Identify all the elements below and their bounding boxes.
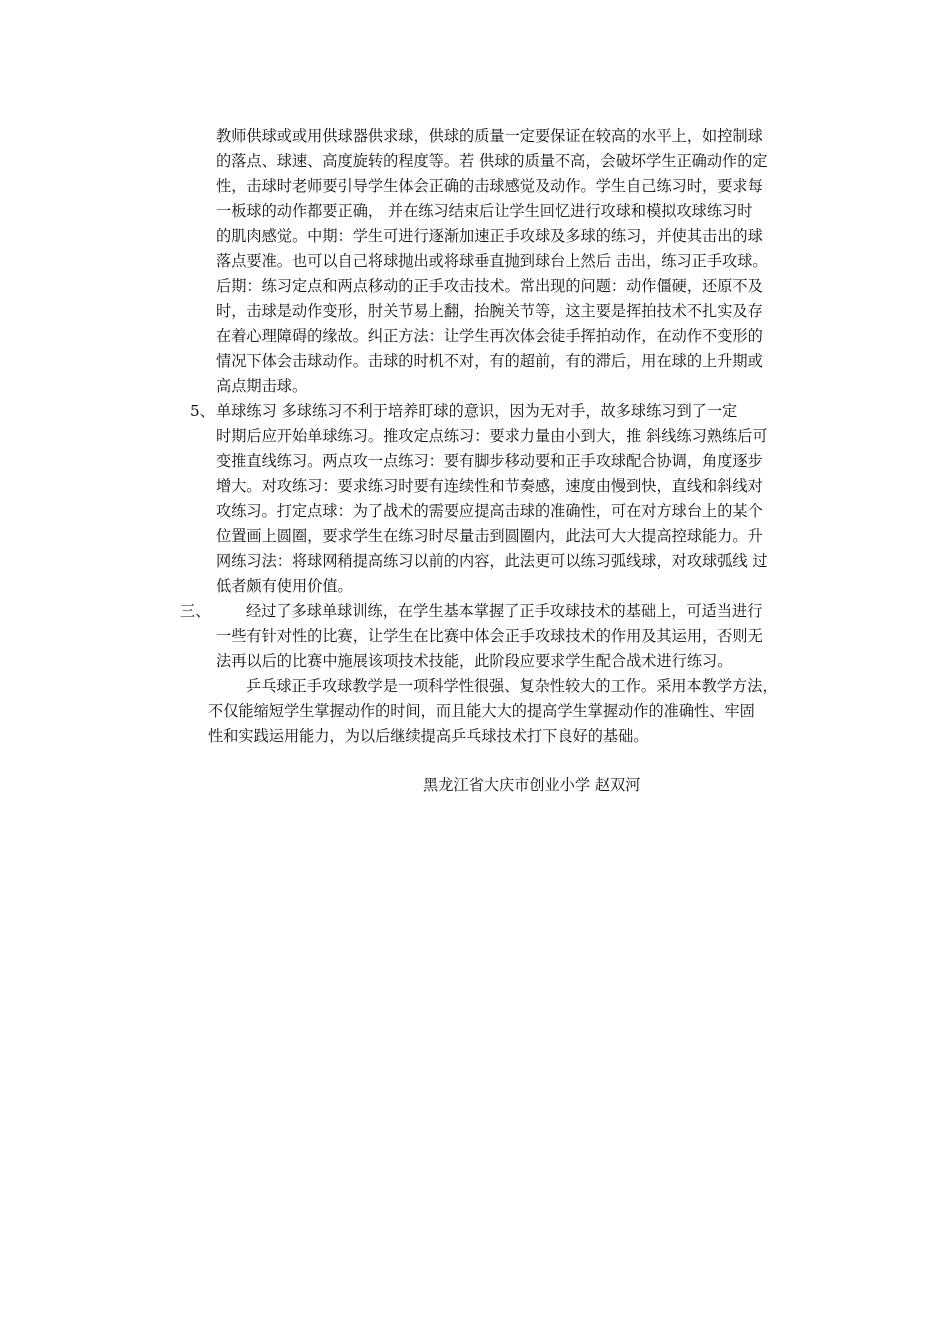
text-line: 单球练习 多球练习不利于培养盯球的意识，因为无对手，故多球练习到了一定 xyxy=(216,402,738,420)
text-line: 一板球的动作都要正确， 并在练习结束后让学生回忆进行攻球和模拟攻球练习时 xyxy=(216,202,753,220)
author-signature: 黑龙江省大庆市创业小学 赵双河 xyxy=(423,776,641,794)
text-line: 攻练习。打定点球：为了战术的需要应提高击球的准确性，可在对方球台上的某个 xyxy=(216,502,763,520)
text-line: 位置画上圆圈，要求学生在练习时尽量击到圆圈内，此法可大大提高控球能力。升 xyxy=(216,527,763,545)
text-line: 网练习法：将球网稍提高练习以前的内容，此法更可以练习弧线球，对攻球弧线 过 xyxy=(216,552,768,570)
text-line: 教师供球或或用供球器供求球，供球的质量一定要保证在较高的水平上，如控制球 xyxy=(216,127,763,145)
text-line: 低者颇有使用价值。 xyxy=(216,577,353,595)
text-line: 经过了多球单球训练，在学生基本掌握了正手攻球技术的基础上，可适当进行 xyxy=(246,602,763,620)
text-line: 后期：练习定点和两点移动的正手攻击技术。常出现的问题：动作僵硬，还原不及 xyxy=(216,277,763,295)
text-line: 性，击球时老师要引导学生体会正确的击球感觉及动作。学生自己练习时，要求每 xyxy=(216,177,763,195)
text-line: 一些有针对性的比赛，让学生在比赛中体会正手攻球技术的作用及其运用，否则无 xyxy=(216,627,763,645)
text-line: 变推直线练习。两点攻一点练习：要有脚步移动要和正手攻球配合协调，角度逐步 xyxy=(216,452,763,470)
text-line: 法再以后的比赛中施展该项技术技能，此阶段应要求学生配合战术进行练习。 xyxy=(216,652,733,670)
text-line: 不仅能缩短学生掌握动作的时间，而且能大大的提高学生掌握动作的准确性、牢固 xyxy=(208,702,755,720)
text-line: 的肌肉感觉。中期：学生可进行逐渐加速正手攻球及多球的练习，并使其击出的球 xyxy=(216,227,763,245)
text-line: 乒乓球正手攻球教学是一项科学性很强、复杂性较大的工作。采用本教学方法， xyxy=(246,677,778,695)
text-line: 高点期击球。 xyxy=(216,377,308,395)
text-line: 时期后应开始单球练习。推攻定点练习：要求力量由小到大，推 斜线练习熟练后可 xyxy=(216,427,768,445)
text-line: 的落点、球速、高度旋转的程度等。若 供球的质量不高，会破坏学生正确动作的定 xyxy=(216,152,768,170)
text-line: 性和实践运用能力，为以后继续提高乒乓球技术打下良好的基础。 xyxy=(208,727,649,745)
text-line: 时，击球是动作变形，肘关节易上翻，抬腕关节等，这主要是挥拍技术不扎实及存 xyxy=(216,302,763,320)
text-line: 落点要准。也可以自己将球抛出或将球垂直抛到球台上然后 击出，练习正手攻球。 xyxy=(216,252,768,270)
text-line: 增大。对攻练习：要求练习时要有连续性和节奏感，速度由慢到快，直线和斜线对 xyxy=(216,477,763,495)
text-line: 在着心理障碍的缘故。纠正方法：让学生再次体会徒手挥拍动作，在动作不变形的 xyxy=(216,327,763,345)
list-number: 5、 xyxy=(190,402,215,420)
section-number: 三、 xyxy=(180,602,211,620)
text-line: 情况下体会击球动作。击球的时机不对，有的超前，有的滞后，用在球的上升期或 xyxy=(216,352,763,370)
